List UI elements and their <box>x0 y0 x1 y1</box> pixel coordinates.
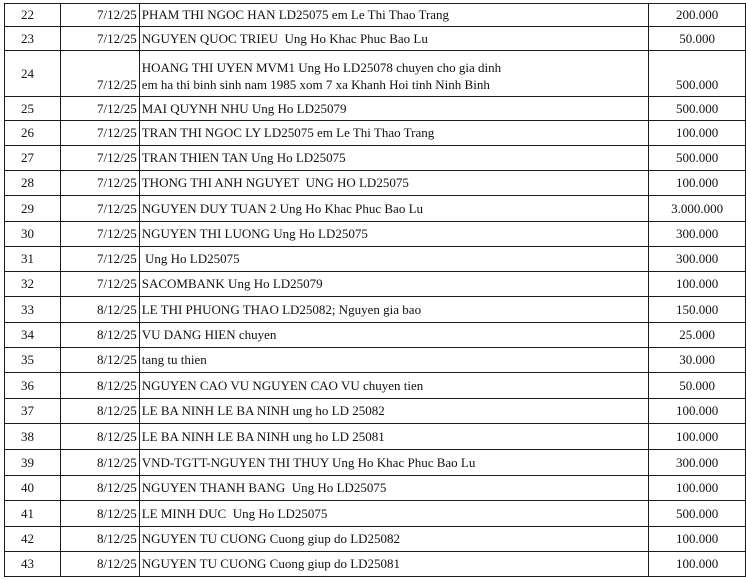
transaction-amount: 150.000 <box>649 297 746 323</box>
table-row <box>5 97 746 121</box>
row-number: 42 <box>5 527 61 552</box>
transaction-date: 7/12/25 <box>60 171 139 196</box>
transaction-date: 7/12/25 <box>60 51 139 97</box>
transaction-description: LE BA NINH LE BA NINH ung ho LD 25082 <box>139 399 648 424</box>
row-number: 22 <box>5 4 61 27</box>
transaction-description: NGUYEN CAO VU NGUYEN CAO VU chuyen tien <box>139 373 648 399</box>
row-number: 24 <box>5 51 61 97</box>
row-number: 39 <box>5 450 61 476</box>
row-number: 26 <box>5 121 61 146</box>
transaction-date: 8/12/25 <box>60 552 139 577</box>
transaction-date: 7/12/25 <box>60 4 139 27</box>
transaction-amount: 300.000 <box>649 450 746 476</box>
transaction-description: THONG THI ANH NGUYET UNG HO LD25075 <box>139 171 648 196</box>
transaction-date: 8/12/25 <box>60 399 139 424</box>
transaction-description: LE BA NINH LE BA NINH ung ho LD 25081 <box>139 424 648 450</box>
transaction-date: 7/12/25 <box>60 222 139 247</box>
transaction-date: 8/12/25 <box>60 323 139 348</box>
table-row <box>5 222 746 247</box>
table-row <box>5 552 746 577</box>
table-row <box>5 121 746 146</box>
row-number: 25 <box>5 97 61 121</box>
transaction-amount: 50.000 <box>649 373 746 399</box>
transaction-date: 8/12/25 <box>60 373 139 399</box>
transaction-description: LE MINH DUC Ung Ho LD25075 <box>139 501 648 527</box>
table-row <box>5 501 746 527</box>
table-row <box>5 323 746 348</box>
transaction-description: MAI QUYNH NHU Ung Ho LD25079 <box>139 97 648 121</box>
table-row <box>5 51 746 97</box>
transaction-amount: 100.000 <box>649 171 746 196</box>
row-number: 37 <box>5 399 61 424</box>
donation-table <box>4 3 746 577</box>
table-row <box>5 247 746 272</box>
table-row <box>5 348 746 373</box>
row-number: 28 <box>5 171 61 196</box>
table-row <box>5 373 746 399</box>
table-row <box>5 27 746 51</box>
transaction-description: Ung Ho LD25075 <box>139 247 648 272</box>
transaction-amount: 200.000 <box>649 4 746 27</box>
transaction-description: NGUYEN THI LUONG Ung Ho LD25075 <box>139 222 648 247</box>
table-row <box>5 399 746 424</box>
transaction-amount: 25.000 <box>649 323 746 348</box>
table-row <box>5 146 746 171</box>
transaction-amount: 500.000 <box>649 501 746 527</box>
transaction-date: 8/12/25 <box>60 348 139 373</box>
transaction-amount: 100.000 <box>649 527 746 552</box>
transaction-date: 7/12/25 <box>60 247 139 272</box>
row-number: 31 <box>5 247 61 272</box>
table-row <box>5 450 746 476</box>
description-line: em ha thi binh sinh nam 1985 xom 7 xa Khanh Hoi tinh Ninh Binh <box>141 77 490 92</box>
row-number: 35 <box>5 348 61 373</box>
transaction-date: 7/12/25 <box>60 121 139 146</box>
row-number: 43 <box>5 552 61 577</box>
table-row <box>5 171 746 196</box>
transaction-date: 8/12/25 <box>60 450 139 476</box>
transaction-description: PHAM THI NGOC HAN LD25075 em Le Thi Thao Trang <box>139 4 648 27</box>
transaction-amount: 3.000.000 <box>649 196 746 222</box>
transaction-date: 7/12/25 <box>60 146 139 171</box>
transaction-description: TRAN THI NGOC LY LD25075 em Le Thi Thao Trang <box>139 121 648 146</box>
transaction-description: NGUYEN TU CUONG Cuong giup do LD25081 <box>139 552 648 577</box>
transaction-date: 8/12/25 <box>60 527 139 552</box>
row-number: 33 <box>5 297 61 323</box>
table-row <box>5 297 746 323</box>
row-number: 41 <box>5 501 61 527</box>
table-row <box>5 424 746 450</box>
row-number: 30 <box>5 222 61 247</box>
transaction-amount: 100.000 <box>649 399 746 424</box>
transaction-date: 7/12/25 <box>60 196 139 222</box>
transaction-date: 8/12/25 <box>60 501 139 527</box>
table-row <box>5 272 746 297</box>
transaction-amount: 500.000 <box>649 51 746 97</box>
row-number: 40 <box>5 476 61 501</box>
row-number: 34 <box>5 323 61 348</box>
transaction-description: TRAN THIEN TAN Ung Ho LD25075 <box>139 146 648 171</box>
transaction-amount: 500.000 <box>649 146 746 171</box>
table-row <box>5 476 746 501</box>
transaction-date: 8/12/25 <box>60 424 139 450</box>
transaction-amount: 100.000 <box>649 552 746 577</box>
transaction-amount: 30.000 <box>649 348 746 373</box>
transaction-date: 7/12/25 <box>60 272 139 297</box>
transaction-description: NGUYEN THANH BANG Ung Ho LD25075 <box>139 476 648 501</box>
transaction-amount: 50.000 <box>649 27 746 51</box>
table-row <box>5 527 746 552</box>
row-number: 38 <box>5 424 61 450</box>
transaction-amount: 100.000 <box>649 476 746 501</box>
description-line: HOANG THI UYEN MVM1 Ung Ho LD25078 chuyen cho gia dinh <box>141 60 502 75</box>
transaction-amount: 100.000 <box>649 272 746 297</box>
transaction-description: LE THI PHUONG THAO LD25082; Nguyen gia bao <box>139 297 648 323</box>
transaction-amount: 100.000 <box>649 121 746 146</box>
transaction-date: 7/12/25 <box>60 97 139 121</box>
transaction-description: NGUYEN DUY TUAN 2 Ung Ho Khac Phuc Bao Lu <box>139 196 648 222</box>
table-row <box>5 196 746 222</box>
transaction-description: VU DANG HIEN chuyen <box>139 323 648 348</box>
table-row <box>5 4 746 27</box>
row-number: 23 <box>5 27 61 51</box>
transaction-description: NGUYEN QUOC TRIEU Ung Ho Khac Phuc Bao Lu <box>139 27 648 51</box>
donation-table-body <box>5 4 746 577</box>
transaction-description: tang tu thien <box>139 348 648 373</box>
transaction-description: SACOMBANK Ung Ho LD25079 <box>139 272 648 297</box>
row-number: 29 <box>5 196 61 222</box>
transaction-date: 7/12/25 <box>60 27 139 51</box>
row-number: 36 <box>5 373 61 399</box>
transaction-date: 8/12/25 <box>60 297 139 323</box>
row-number: 32 <box>5 272 61 297</box>
transaction-description <box>139 51 648 97</box>
transaction-amount: 500.000 <box>649 97 746 121</box>
row-number: 27 <box>5 146 61 171</box>
transaction-amount: 100.000 <box>649 424 746 450</box>
transaction-amount: 300.000 <box>649 247 746 272</box>
transaction-date: 8/12/25 <box>60 476 139 501</box>
transaction-amount: 300.000 <box>649 222 746 247</box>
transaction-description: VND-TGTT-NGUYEN THI THUY Ung Ho Khac Phuc Bao Lu <box>139 450 648 476</box>
transaction-description: NGUYEN TU CUONG Cuong giup do LD25082 <box>139 527 648 552</box>
